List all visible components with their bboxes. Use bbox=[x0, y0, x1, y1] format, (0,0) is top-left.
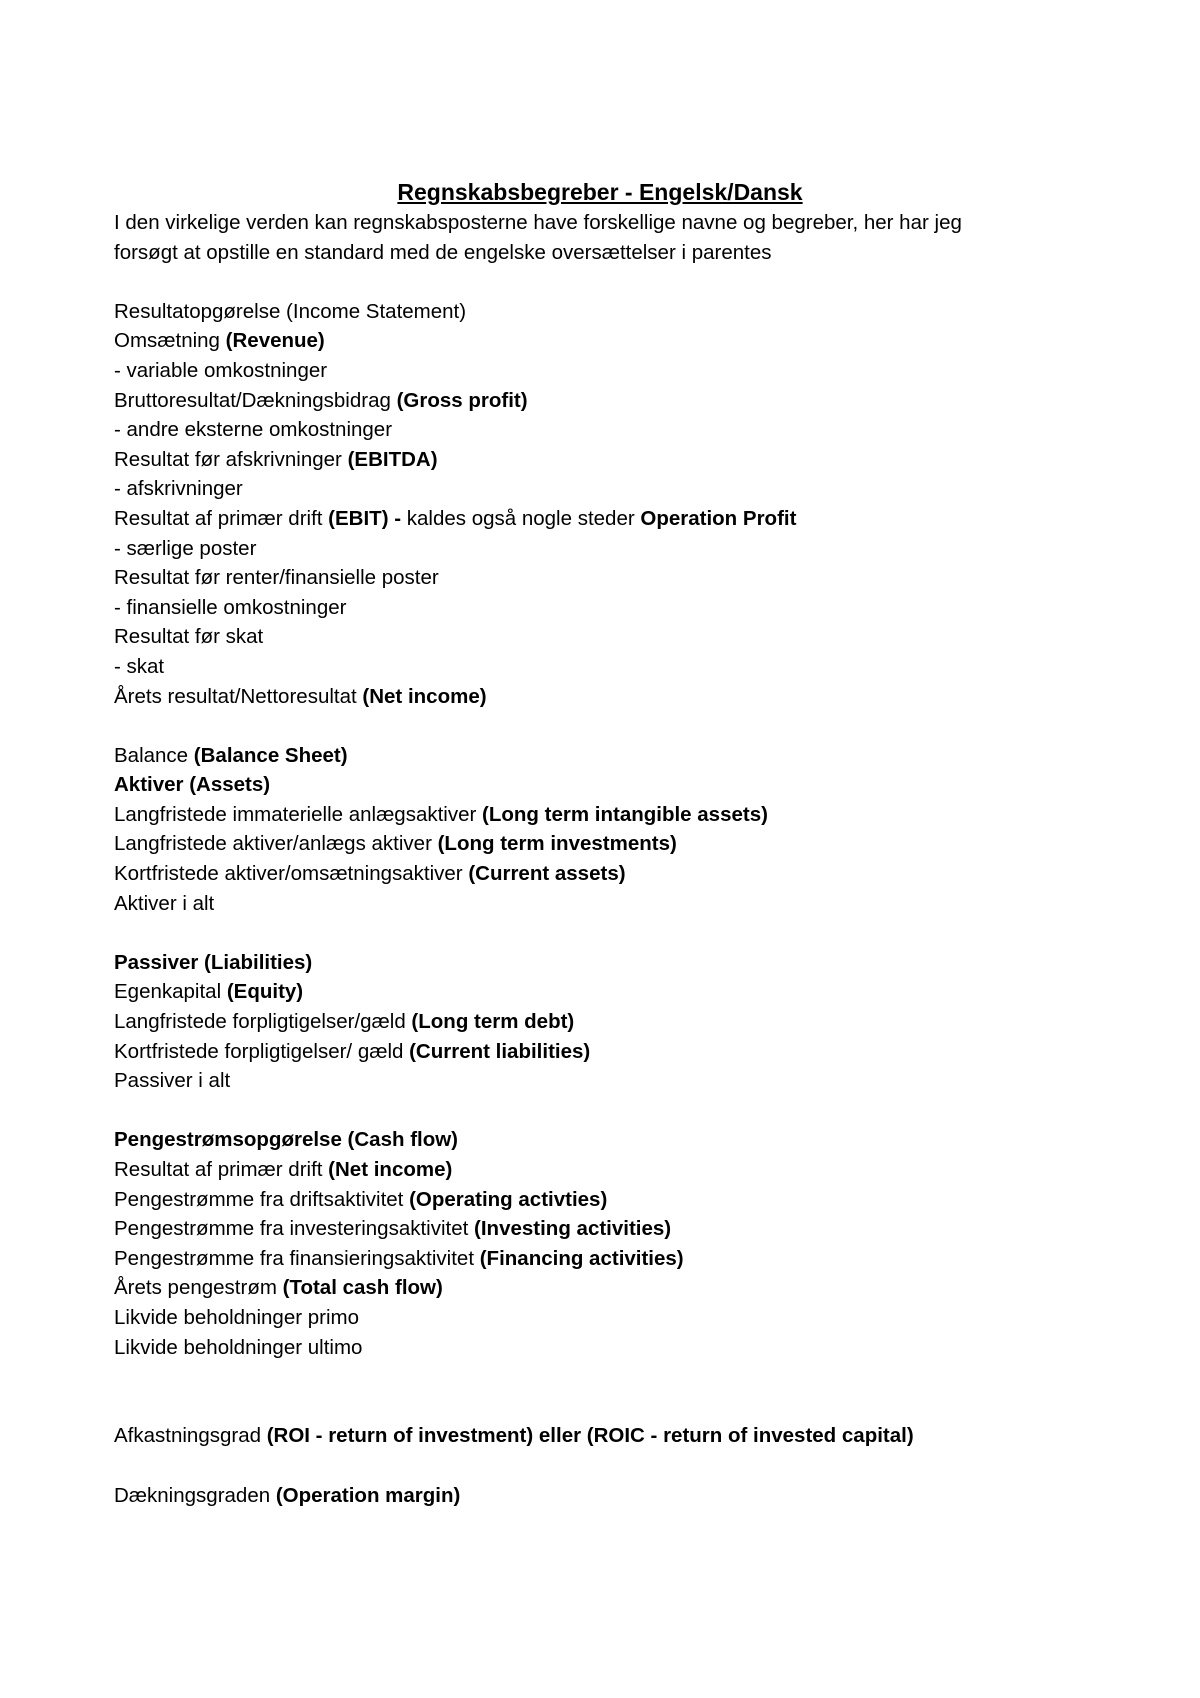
income-line bbox=[114, 445, 1094, 475]
asset-line bbox=[114, 889, 1094, 919]
dk-term: Resultat før renter/finansielle poster bbox=[114, 566, 439, 590]
income-line bbox=[114, 504, 1094, 534]
dk-term: Dækningsgraden bbox=[114, 1483, 276, 1507]
en-term: (Net income) bbox=[328, 1158, 453, 1181]
dk-term: Omsætning bbox=[114, 329, 226, 353]
dk-term: - særlige poster bbox=[114, 536, 257, 560]
dk-term: Egenkapital bbox=[114, 980, 227, 1004]
intro-line-2: forsøgt at opstille en standard med de engelske oversættelser i parentes bbox=[114, 240, 772, 264]
income-line bbox=[114, 593, 1094, 623]
dk-term: Årets pengestrøm bbox=[114, 1276, 283, 1300]
en-term: (Investing activities) bbox=[474, 1217, 672, 1241]
ratio-line-roi bbox=[114, 1421, 1094, 1451]
income-line bbox=[114, 622, 1094, 652]
cash-flow-line bbox=[114, 1244, 1094, 1274]
income-statement-heading: Resultatopgørelse (Income Statement) bbox=[114, 299, 467, 323]
en-term: (Operating activties) bbox=[409, 1187, 608, 1211]
dk-term: - finansielle omkostninger bbox=[114, 595, 347, 619]
cash-flow-list bbox=[114, 1155, 1094, 1362]
en-term: (Current assets) bbox=[468, 862, 626, 886]
income-line bbox=[114, 415, 1094, 445]
income-line bbox=[114, 682, 1094, 712]
dk-term: Balance bbox=[114, 743, 194, 767]
asset-line bbox=[114, 859, 1094, 889]
dk-note: kaldes også nogle steder bbox=[406, 506, 641, 530]
cash-flow-line bbox=[114, 1155, 1094, 1185]
en-term: (Balance Sheet) bbox=[193, 743, 348, 767]
assets-heading bbox=[114, 770, 1094, 800]
liability-line bbox=[114, 1037, 1094, 1067]
intro-line-1: I den virkelige verden kan regnskabsposterne have forskellige navne og begreber, her har jeg bbox=[114, 211, 962, 234]
assets-list bbox=[114, 800, 1094, 918]
income-line bbox=[114, 534, 1094, 564]
dk-term: Resultat af primær drift bbox=[114, 1158, 329, 1181]
dk-term: - andre eksterne omkostninger bbox=[114, 418, 393, 442]
assets-heading-text: Aktiver (Assets) bbox=[114, 773, 271, 797]
liabilities-heading-text: Passiver (Liabilities) bbox=[114, 950, 313, 974]
income-line bbox=[114, 326, 1094, 356]
en-term: Operation Profit bbox=[640, 506, 797, 530]
en-term: (Total cash flow) bbox=[282, 1276, 443, 1300]
liability-line bbox=[114, 1066, 1094, 1096]
dk-term: Likvide beholdninger ultimo bbox=[114, 1335, 363, 1359]
asset-line bbox=[114, 800, 1094, 830]
ratio-line-margin bbox=[114, 1481, 1094, 1511]
document-body bbox=[114, 208, 1094, 1510]
en-term: (Financing activities) bbox=[479, 1246, 684, 1270]
liabilities-list bbox=[114, 977, 1094, 1095]
income-line bbox=[114, 386, 1094, 416]
income-statement-list bbox=[114, 326, 1094, 711]
dk-term: Årets resultat/Nettoresultat bbox=[114, 684, 363, 708]
liabilities-heading bbox=[114, 948, 1094, 978]
cash-flow-line bbox=[114, 1185, 1094, 1215]
cash-flow-line bbox=[114, 1273, 1094, 1303]
dk-term: Bruttoresultat/Dækningsbidrag bbox=[114, 388, 397, 412]
liability-line bbox=[114, 977, 1094, 1007]
dk-term: Resultat før skat bbox=[114, 625, 264, 649]
en-term: (Long term investments) bbox=[437, 832, 677, 856]
dk-term: Kortfristede aktiver/omsætningsaktiver bbox=[114, 862, 469, 886]
en-term: (Long term debt) bbox=[411, 1010, 575, 1034]
en-term: (EBITDA) bbox=[347, 447, 438, 471]
dk-term: Langfristede forpligtigelser/gæld bbox=[114, 1010, 412, 1034]
en-term: (Current liabilities) bbox=[409, 1039, 591, 1063]
dk-term: Resultat før afskrivninger bbox=[114, 447, 348, 471]
income-line bbox=[114, 356, 1094, 386]
dk-term: - variable omkostninger bbox=[114, 358, 328, 382]
dk-term: Passiver i alt bbox=[114, 1069, 231, 1093]
en-term: (Gross profit) bbox=[396, 388, 528, 412]
cash-flow-line bbox=[114, 1333, 1094, 1363]
cash-flow-line bbox=[114, 1303, 1094, 1333]
dk-term: Aktiver i alt bbox=[114, 891, 215, 915]
income-line bbox=[114, 474, 1094, 504]
dk-term: Kortfristede forpligtigelser/ gæld bbox=[114, 1039, 410, 1063]
en-term: (Equity) bbox=[226, 980, 304, 1004]
balance-heading bbox=[114, 741, 1094, 771]
en-term: (Long term intangible assets) bbox=[482, 802, 768, 826]
dk-term: Resultat af primær drift bbox=[114, 506, 329, 530]
dk-term: - skat bbox=[114, 654, 165, 678]
cash-flow-heading-text: Pengestrømsopgørelse (Cash flow) bbox=[114, 1128, 459, 1152]
income-line bbox=[114, 563, 1094, 593]
dk-term: Pengestrømme fra investeringsaktivitet bbox=[114, 1217, 475, 1241]
dk-term: Langfristede aktiver/anlægs aktiver bbox=[114, 832, 438, 856]
en-term: (Net income) bbox=[362, 684, 487, 708]
asset-line bbox=[114, 829, 1094, 859]
dk-term: - afskrivninger bbox=[114, 477, 243, 501]
document-title: Regnskabsbegreber - Engelsk/Dansk bbox=[397, 179, 803, 205]
en-term: (Operation margin) bbox=[275, 1483, 461, 1507]
liability-line bbox=[114, 1007, 1094, 1037]
income-line bbox=[114, 652, 1094, 682]
cash-flow-heading bbox=[114, 1125, 1094, 1155]
en-term: (Revenue) bbox=[225, 329, 325, 353]
en-term: (EBIT) - bbox=[328, 506, 407, 530]
dk-term: Likvide beholdninger primo bbox=[114, 1305, 360, 1329]
dk-term: Langfristede immaterielle anlægsaktiver bbox=[114, 802, 483, 826]
en-term: (ROI - return of investment) eller (ROIC - return of invested capital) bbox=[266, 1424, 914, 1448]
dk-term: Afkastningsgrad bbox=[114, 1424, 267, 1448]
dk-term: Pengestrømme fra driftsaktivitet bbox=[114, 1187, 410, 1211]
dk-term: Pengestrømme fra finansieringsaktivitet bbox=[114, 1246, 480, 1270]
cash-flow-line bbox=[114, 1214, 1094, 1244]
